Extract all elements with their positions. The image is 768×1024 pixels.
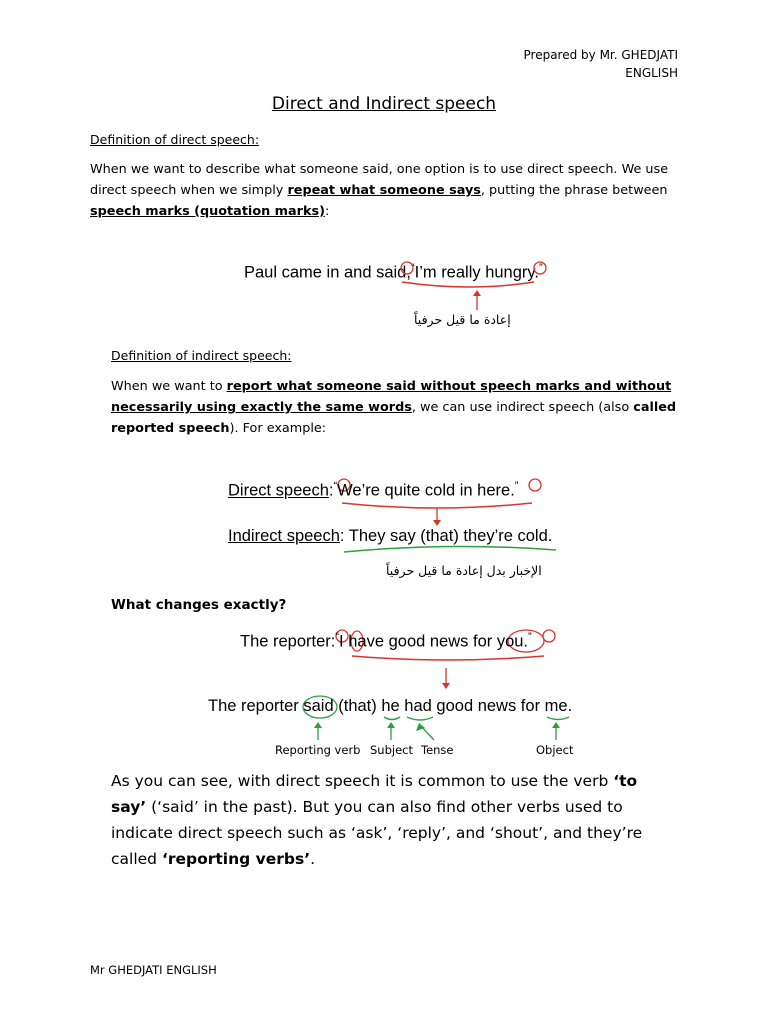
example1-prefix: Paul came in and said, <box>244 263 411 282</box>
closing-paragraph <box>111 768 671 872</box>
down-arrow-head-3 <box>442 683 450 689</box>
changes-indirect-sentence <box>208 697 572 716</box>
indirect-def-text-1: When we want to <box>111 379 227 394</box>
label-tense: Tense <box>421 743 454 757</box>
example-direct-line <box>228 480 518 501</box>
arabic-note-1: إعادة ما قيل حرفياً <box>414 312 511 327</box>
label-subject: Subject <box>370 743 413 757</box>
changes-s2-that: (that) <box>333 697 382 715</box>
direct-def-bold-1: repeat what someone says <box>287 183 481 198</box>
indirect-def-text-2: , we can use indirect speech (also <box>411 400 634 415</box>
changes-s2-good: good news for <box>431 697 545 715</box>
direct-speech-text: We’re quite cold in here. <box>337 481 515 500</box>
direct-speech-label: Direct speech <box>228 481 329 500</box>
indirect-speech-heading: Definition of indirect speech: <box>111 348 292 363</box>
indirect-def-text-3: ). For example: <box>229 421 327 436</box>
he-underline <box>384 717 400 720</box>
indirect-speech-text: : They say (that) they’re cold. <box>339 527 553 545</box>
prepared-by-line2: ENGLISH <box>625 66 678 80</box>
direct-speech-heading: Definition of direct speech: <box>90 132 260 147</box>
changes-s2-a: The reporter <box>208 697 304 715</box>
changes-s2-had: had <box>404 697 432 715</box>
closing-text-1: As you can see, with direct speech it is common to use the verb <box>111 772 614 790</box>
changes-direct-sentence <box>240 631 532 652</box>
subject-arrow-head <box>387 722 395 728</box>
quote-underline-1 <box>402 282 534 287</box>
direct-def-bold-2: speech marks (quotation marks) <box>90 204 325 219</box>
changes-s2-said: said <box>303 697 334 715</box>
open-quote-circle-1 <box>401 262 413 274</box>
direct-speech-colon: : <box>328 481 334 500</box>
reporting-verb-arrow-head <box>314 722 322 728</box>
changes-s1-open-quote: “ <box>335 631 340 643</box>
prepared-by-line1: Prepared by Mr. GHEDJATI <box>523 48 678 62</box>
changes-s2-dot: . <box>567 697 573 715</box>
had-underline <box>407 717 433 720</box>
page-footer: Mr GHEDJATI ENGLISH <box>90 963 217 977</box>
changes-s1-close-quote: ” <box>528 631 532 643</box>
close-quote-circle-3 <box>543 630 555 642</box>
changes-s1-subject: I <box>339 632 344 651</box>
down-arrow-head-2 <box>433 520 441 526</box>
example-indirect-line <box>228 527 552 546</box>
direct-underline-2 <box>342 503 532 508</box>
changes-s1-a: The reporter: <box>240 632 336 651</box>
closing-text-2: (‘said’ in the past). But you can also find other verbs used to indicate direct speech such as ‘ask’, ‘reply’, and ‘shout’, and they’re called <box>111 798 643 868</box>
quote-underline-3 <box>352 656 544 660</box>
close-quote-circle-2 <box>529 479 541 491</box>
closing-text-3: . <box>310 850 316 868</box>
example2-open-quote: “ <box>333 480 338 492</box>
label-object: Object <box>536 743 574 757</box>
arabic-note-2: الإخبار بدل إعادة ما قيل حرفياً <box>386 563 542 578</box>
changes-s1-object: you. <box>496 632 529 651</box>
changes-s1-b: have good news for <box>343 632 497 651</box>
indirect-speech-definition <box>111 376 681 439</box>
indirect-def-bold-1: report what someone said without speech marks and without necessarily using exactly the same words <box>111 379 672 415</box>
indirect-def-bold-2: called reported speech <box>111 400 677 436</box>
direct-def-text-2: , putting the phrase between <box>480 183 668 198</box>
closing-bold-1: ‘to say’ <box>111 772 638 816</box>
changes-s2-me: me <box>544 697 568 715</box>
example1-open-quote: “ <box>410 262 415 274</box>
example1-quote: I’m really hungry. <box>414 263 540 282</box>
close-quote-circle-1 <box>534 262 546 274</box>
page-title: Direct and Indirect speech <box>271 94 497 114</box>
indirect-underline-2 <box>344 546 556 552</box>
changes-s2-he: he <box>381 697 400 715</box>
indirect-speech-label: Indirect speech <box>228 527 340 545</box>
example2-close-quote: ” <box>514 480 519 492</box>
direct-def-text-3: : <box>324 204 330 219</box>
object-arrow-head <box>552 722 560 728</box>
direct-def-text-1: When we want to describe what someone said, one option is to use direct speech. We use direct speech when we simply <box>90 162 669 198</box>
up-arrow-head-1 <box>473 290 481 296</box>
example1-close-quote: ” <box>539 262 543 274</box>
what-changes-heading: What changes exactly? <box>111 597 287 613</box>
me-underline <box>547 717 569 720</box>
label-reporting-verb: Reporting verb <box>275 743 361 757</box>
closing-bold-2: ‘reporting verbs’ <box>161 850 311 868</box>
